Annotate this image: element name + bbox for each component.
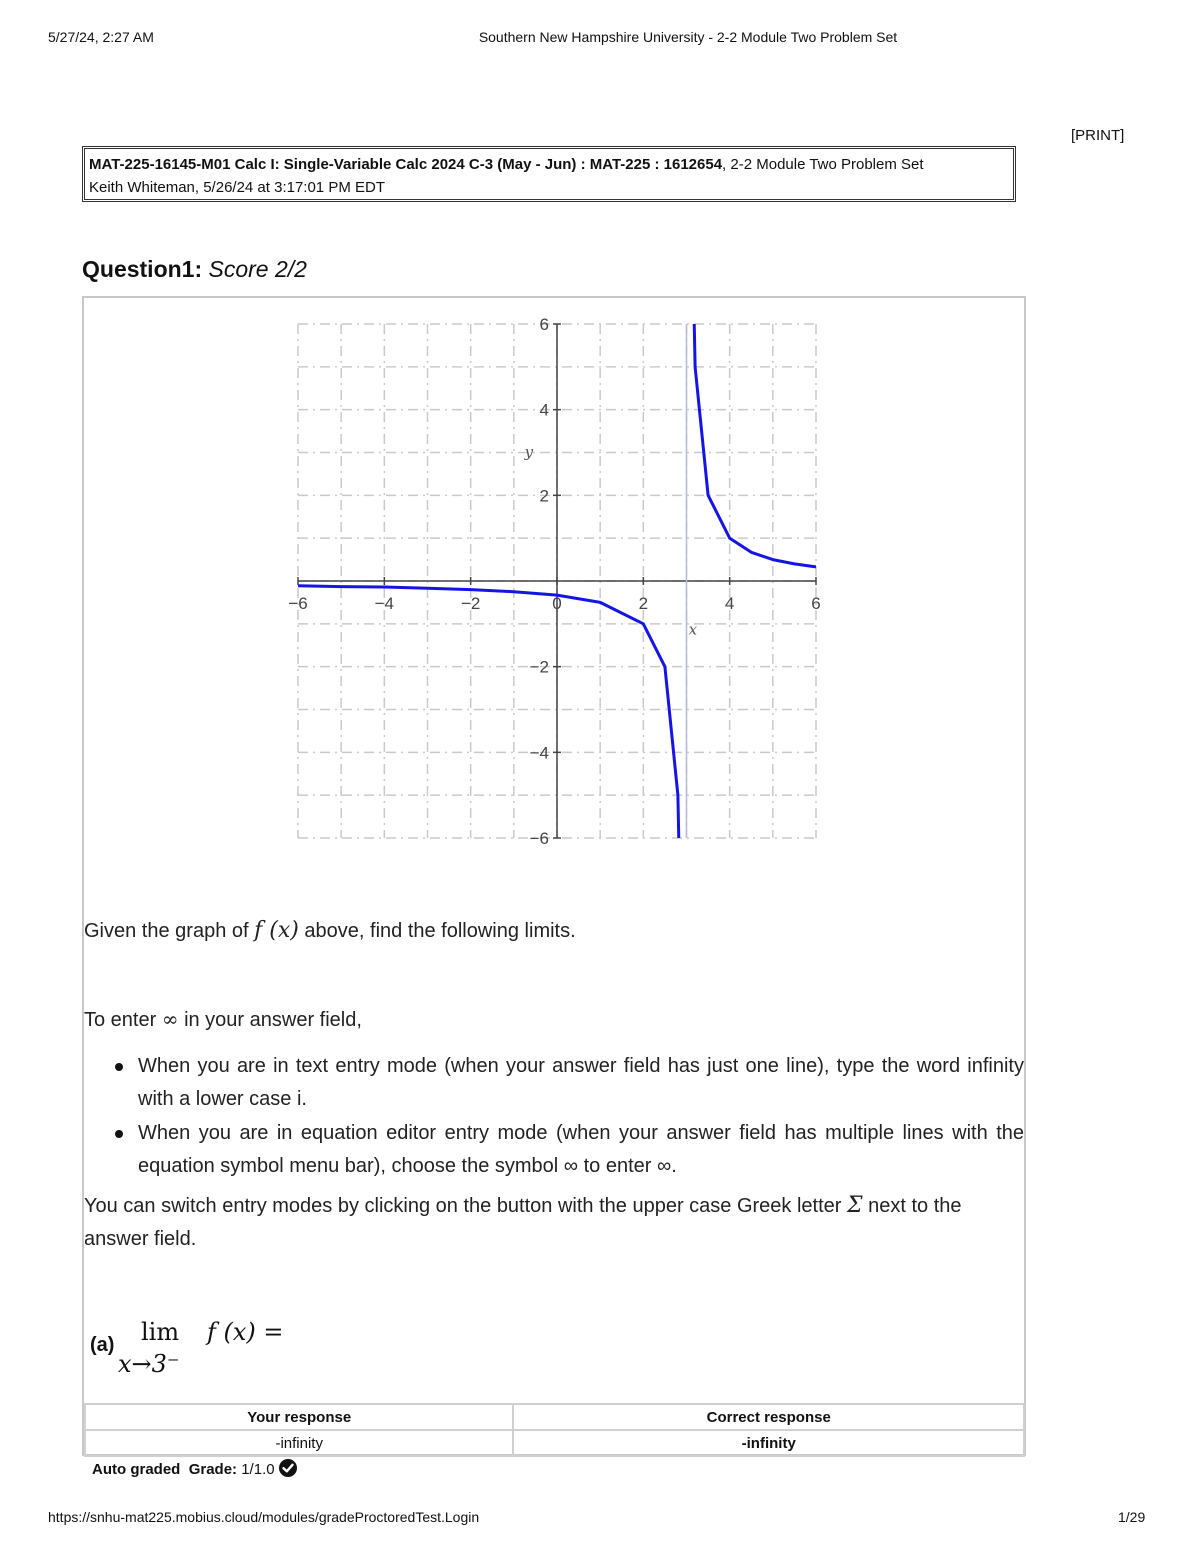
table-row	[85, 1430, 1024, 1456]
page-url: https://snhu-mat225.mobius.cloud/modules/gradeProctoredTest.Login	[48, 1509, 480, 1525]
infinity-intro-before: To enter	[84, 1009, 157, 1031]
function-curve	[298, 586, 684, 844]
question-title	[82, 256, 307, 283]
limit-word: lim	[141, 1318, 180, 1346]
x-tick-label: −2	[460, 594, 481, 613]
question-label: Question1:	[82, 256, 203, 282]
prompt-line	[84, 914, 576, 948]
x-axis-label: x	[688, 620, 698, 639]
x-tick-label: 2	[638, 594, 649, 613]
check-circle-icon	[279, 1459, 297, 1477]
switch-text-after: next to the answer field.	[84, 1195, 962, 1250]
y-tick-label: −4	[529, 743, 549, 763]
course-name: MAT-225-16145-M01 Calc I: Single-Variable Calc 2024 C-3 (May - Jun) : MAT-225 : 1612654	[89, 156, 723, 173]
graph-ticks	[288, 315, 820, 844]
switch-text-before: You can switch entry modes by clicking on the button with the upper case Greek letter	[84, 1195, 842, 1217]
x-tick-label: 6	[811, 594, 821, 613]
correct-response-header: Correct response	[513, 1404, 1024, 1430]
sigma-icon: Σ	[847, 1193, 863, 1218]
switch-mode-text	[84, 1189, 1024, 1256]
your-response-value: -infinity	[85, 1430, 513, 1456]
y-tick-label: −2	[529, 657, 549, 677]
course-line	[89, 153, 1009, 176]
x-tick-label: −4	[374, 594, 395, 613]
student-line: Keith Whiteman, 5/26/24 at 3:17:01 PM EDT	[89, 179, 385, 196]
y-tick-label: 4	[539, 400, 549, 420]
your-response-header: Your response	[85, 1404, 513, 1430]
grade-line	[92, 1459, 297, 1478]
print-link[interactable]: [PRINT]	[1071, 127, 1125, 144]
grade-value: 1/1.0	[241, 1461, 275, 1478]
y-tick-label: −6	[529, 829, 549, 844]
auto-graded-label: Auto graded	[92, 1461, 181, 1478]
instruction-list	[84, 1050, 1024, 1184]
table-header-row	[85, 1404, 1024, 1430]
y-axis-label: y	[524, 442, 534, 461]
prompt-after: above, find the following limits.	[304, 920, 576, 942]
page-number: 1/29	[1118, 1509, 1146, 1525]
part-label: (a)	[90, 1334, 115, 1356]
infinity-intro	[84, 1003, 362, 1037]
y-tick-label: 6	[539, 315, 549, 334]
assignment-name: , 2-2 Module Two Problem Set	[722, 156, 924, 173]
grade-label: Grade:	[188, 1461, 238, 1478]
print-datetime: 5/27/24, 2:27 AM	[48, 29, 154, 45]
y-tick-label: 2	[539, 486, 549, 506]
list-item: When you are in equation editor entry mode (when your answer field has multiple lines with the equation symbol menu bar), choose the symbol ∞ to enter ∞.	[84, 1117, 1024, 1183]
correct-response-value: -infinity	[513, 1430, 1024, 1456]
print-page-title: Southern New Hampshire University - 2-2 Module Two Problem Set	[478, 29, 898, 45]
function-graph	[282, 312, 828, 844]
infinity-icon: ∞	[161, 1007, 179, 1031]
x-tick-label: −6	[288, 594, 308, 613]
limit-expression: f (x) =	[207, 1318, 284, 1346]
list-item: When you are in text entry mode (when your answer field has just one line), type the word infinity with a lower case i.	[84, 1050, 1024, 1116]
prompt-before: Given the graph of	[84, 920, 249, 942]
function-curve	[689, 312, 816, 567]
question-score: Score 2/2	[208, 256, 307, 282]
function-notation: f (x)	[254, 918, 299, 943]
x-tick-label: 0	[552, 594, 562, 613]
course-info-box	[82, 146, 1016, 202]
infinity-intro-after: in your answer field,	[184, 1009, 362, 1031]
x-tick-label: 4	[724, 594, 735, 613]
response-table	[84, 1403, 1025, 1457]
limit-subscript: x→3⁻	[118, 1350, 180, 1378]
